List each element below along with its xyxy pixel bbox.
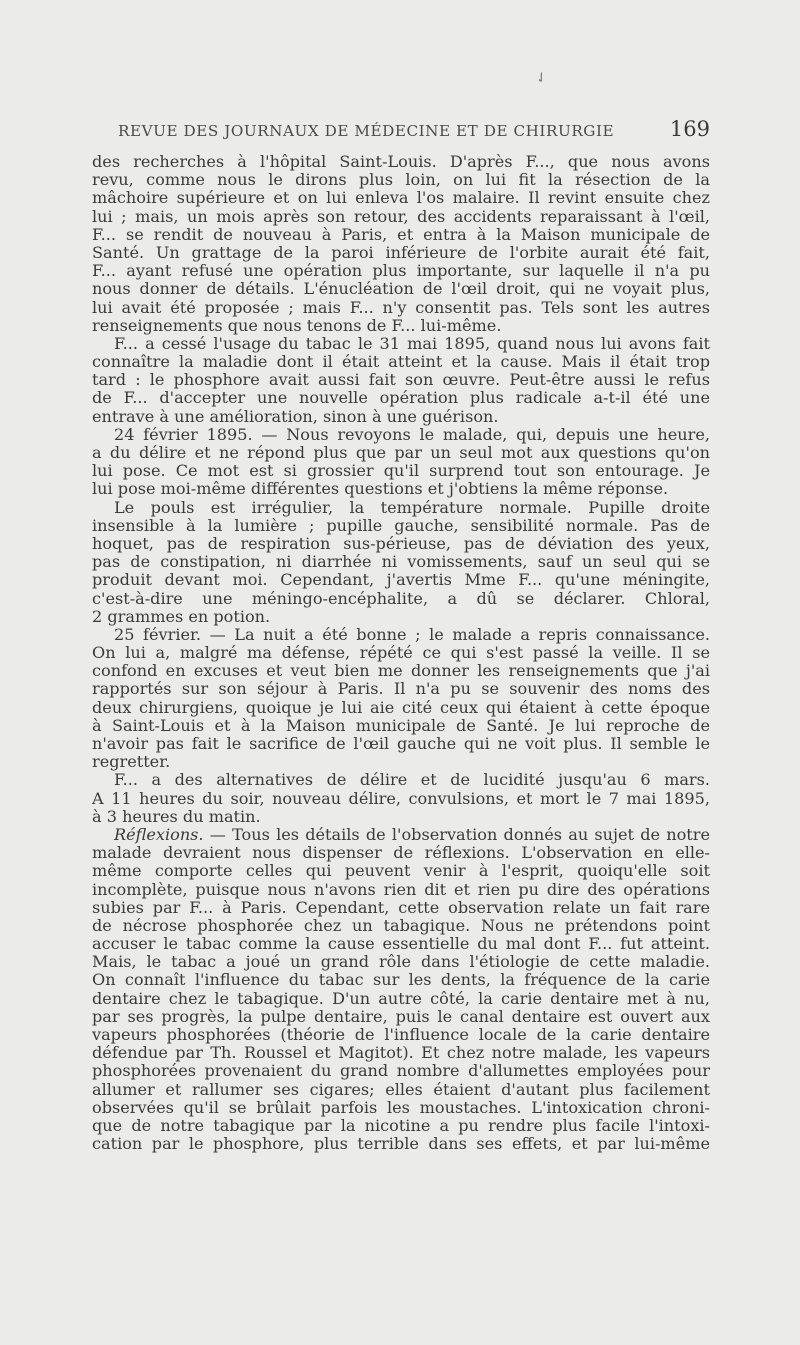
text-line: pas de constipation, ni diarrhée ni vomissements, sauf un seul qui se [92,553,710,572]
text-line: Réflexions. — Tous les détails de l'observation donnés au sujet de notre [114,825,710,844]
section-lead-in: Réflexions. [114,825,204,844]
text-line: F... se rendit de nouveau à Paris, et entra à la Maison municipale de [92,225,710,244]
text-line: lui avait été proposée ; mais F... n'y consentit pas. Tels sont les autres [92,298,710,317]
text-line: lui pose. Ce mot est si grossier qu'il surprend tout son entourage. Je [92,462,710,481]
running-title: REVUE DES JOURNAUX DE MÉDECINE ET DE CHIRURGIE [118,122,615,140]
text-line: regretter. [92,753,171,772]
text-line: même comporte celles qui peuvent venir à l'esprit, quoiqu'elle soit [92,862,710,881]
text-line: lui ; mais, un mois après son retour, des accidents reparaissant à l'œil, [92,207,710,226]
text-line: produit devant moi. Cependant, j'avertis Mme F... qu'une méningite, [92,571,710,590]
text-line: 25 février. — La nuit a été bonne ; le malade a repris connaissance. [114,625,710,644]
text-line: de nécrose phosphorée chez un tabagique. Nous ne prétendons point [92,916,710,935]
running-head [118,117,710,147]
page-number: 169 [669,117,710,141]
text-line: incomplète, puisque nous n'avons rien dit et rien pu dire des opérations [92,880,710,899]
text-line: confond en excuses et veut bien me donner les renseignements que j'ai [92,662,710,681]
text-line: lui pose moi-même différentes questions et j'obtiens la même réponse. [92,480,669,499]
text-line: F... a des alternatives de délire et de lucidité jusqu'au 6 mars. [114,771,710,790]
text-line: renseignements que nous tenons de F... lui-même. [92,316,502,335]
text-line: c'est-à-dire une méningo-encéphalite, a dû se déclarer. Chloral, [92,589,710,608]
text-line: défendue par Th. Roussel et Magitot). Et chez notre malade, les vapeurs [92,1044,710,1063]
text-line: F... ayant refusé une opération plus importante, sur laquelle il n'a pu [92,262,710,281]
text-line: deux chirurgiens, quoique je lui aie cité ceux qui étaient à cette époque [92,698,710,717]
text-line: par ses progrès, la pulpe dentaire, puis le canal dentaire est ouvert aux [92,1007,710,1026]
text-line: revu, comme nous le dirons plus loin, on lui fit la résection de la [92,171,710,190]
text-line: Santé. Un grattage de la paroi inférieure de l'orbite aurait été fait, [92,243,710,262]
text-line: vapeurs phosphorées (théorie de l'influence locale de la carie dentaire [92,1026,710,1044]
text-line: accuser le tabac comme la cause essentielle du mal dont F... fut atteint. [92,935,710,954]
text-line: malade devraient nous dispenser de réflexions. L'observation en elle- [92,844,710,863]
text-line: à Saint-Louis et à la Maison municipale de Santé. Je lui reproche de [92,716,710,735]
text-line: que de notre tabagique par la nicotine a pu rendre plus facile l'intoxi- [92,1116,710,1135]
text-line: 24 février 1895. — Nous revoyons le malade, qui, depuis une heure, [114,425,710,444]
text-line: à 3 heures du matin. [92,807,261,826]
text-line: allumer et rallumer ses cigares; elles étaient d'autant plus facilement [92,1080,710,1099]
stray-pen-mark: ✓ [532,68,552,88]
text-line: 2 grammes en potion. [92,607,271,626]
text-line: cation par le phosphore, plus terrible dans ses effets, et par lui-même [92,1135,710,1154]
text-line: rapportés sur son séjour à Paris. Il n'a pu se souvenir des noms des [92,680,710,699]
text-line: a du délire et ne répond plus que par un seul mot aux questions qu'on [92,444,710,462]
text-line: n'avoir pas fait le sacrifice de l'œil gauche qui ne voit plus. Il semble le [92,735,710,753]
text-line: observées qu'il se brûlait parfois les moustaches. L'intoxication chroni- [92,1098,710,1117]
text-line: dentaire chez le tabagique. D'un autre côté, la carie dentaire met à nu, [92,989,710,1008]
text-line: subies par F... à Paris. Cependant, cette observation relate un fait rare [92,898,710,917]
text-line: insensible à la lumière ; pupille gauche, sensibilité normale. Pas de [92,516,710,535]
text-line: phosphorées provenaient du grand nombre d'allumettes employées pour [92,1062,710,1081]
text-line: Le pouls est irrégulier, la température normale. Pupille droite [114,498,710,517]
text-line: F... a cessé l'usage du tabac le 31 mai 1895, quand nous lui avons fait [114,334,710,353]
body-text [92,153,710,1153]
text-line: Mais, le tabac a joué un grand rôle dans l'étiologie de cette maladie. [92,953,710,972]
text-line: A 11 heures du soir, nouveau délire, convulsions, et mort le 7 mai 1895, [92,789,710,808]
text-line: des recherches à l'hôpital Saint-Louis. D'après F..., que nous avons [92,153,710,171]
text-line: de F... d'accepter une nouvelle opération plus radicale a-t-il été une [92,389,710,408]
text-line: connaître la maladie dont il était atteint et la cause. Mais il était trop [92,353,710,372]
text-line: entrave à une amélioration, sinon à une guérison. [92,407,499,426]
text-line: hoquet, pas de respiration sus-périeuse, pas de déviation des yeux, [92,534,710,553]
text-line: tard : le phosphore avait aussi fait son œuvre. Peut-être aussi le refus [92,371,710,390]
text-line: nous donner de détails. L'énucléation de l'œil droit, qui ne voyait plus, [92,280,710,299]
text-line: On connaît l'influence du tabac sur les dents, la fréquence de la carie [92,971,710,990]
text-line: mâchoire supérieure et on lui enleva l'os malaire. Il revint ensuite chez [92,189,710,208]
text-line: On lui a, malgré ma défense, répété ce qui s'est passé la veille. Il se [92,644,710,663]
